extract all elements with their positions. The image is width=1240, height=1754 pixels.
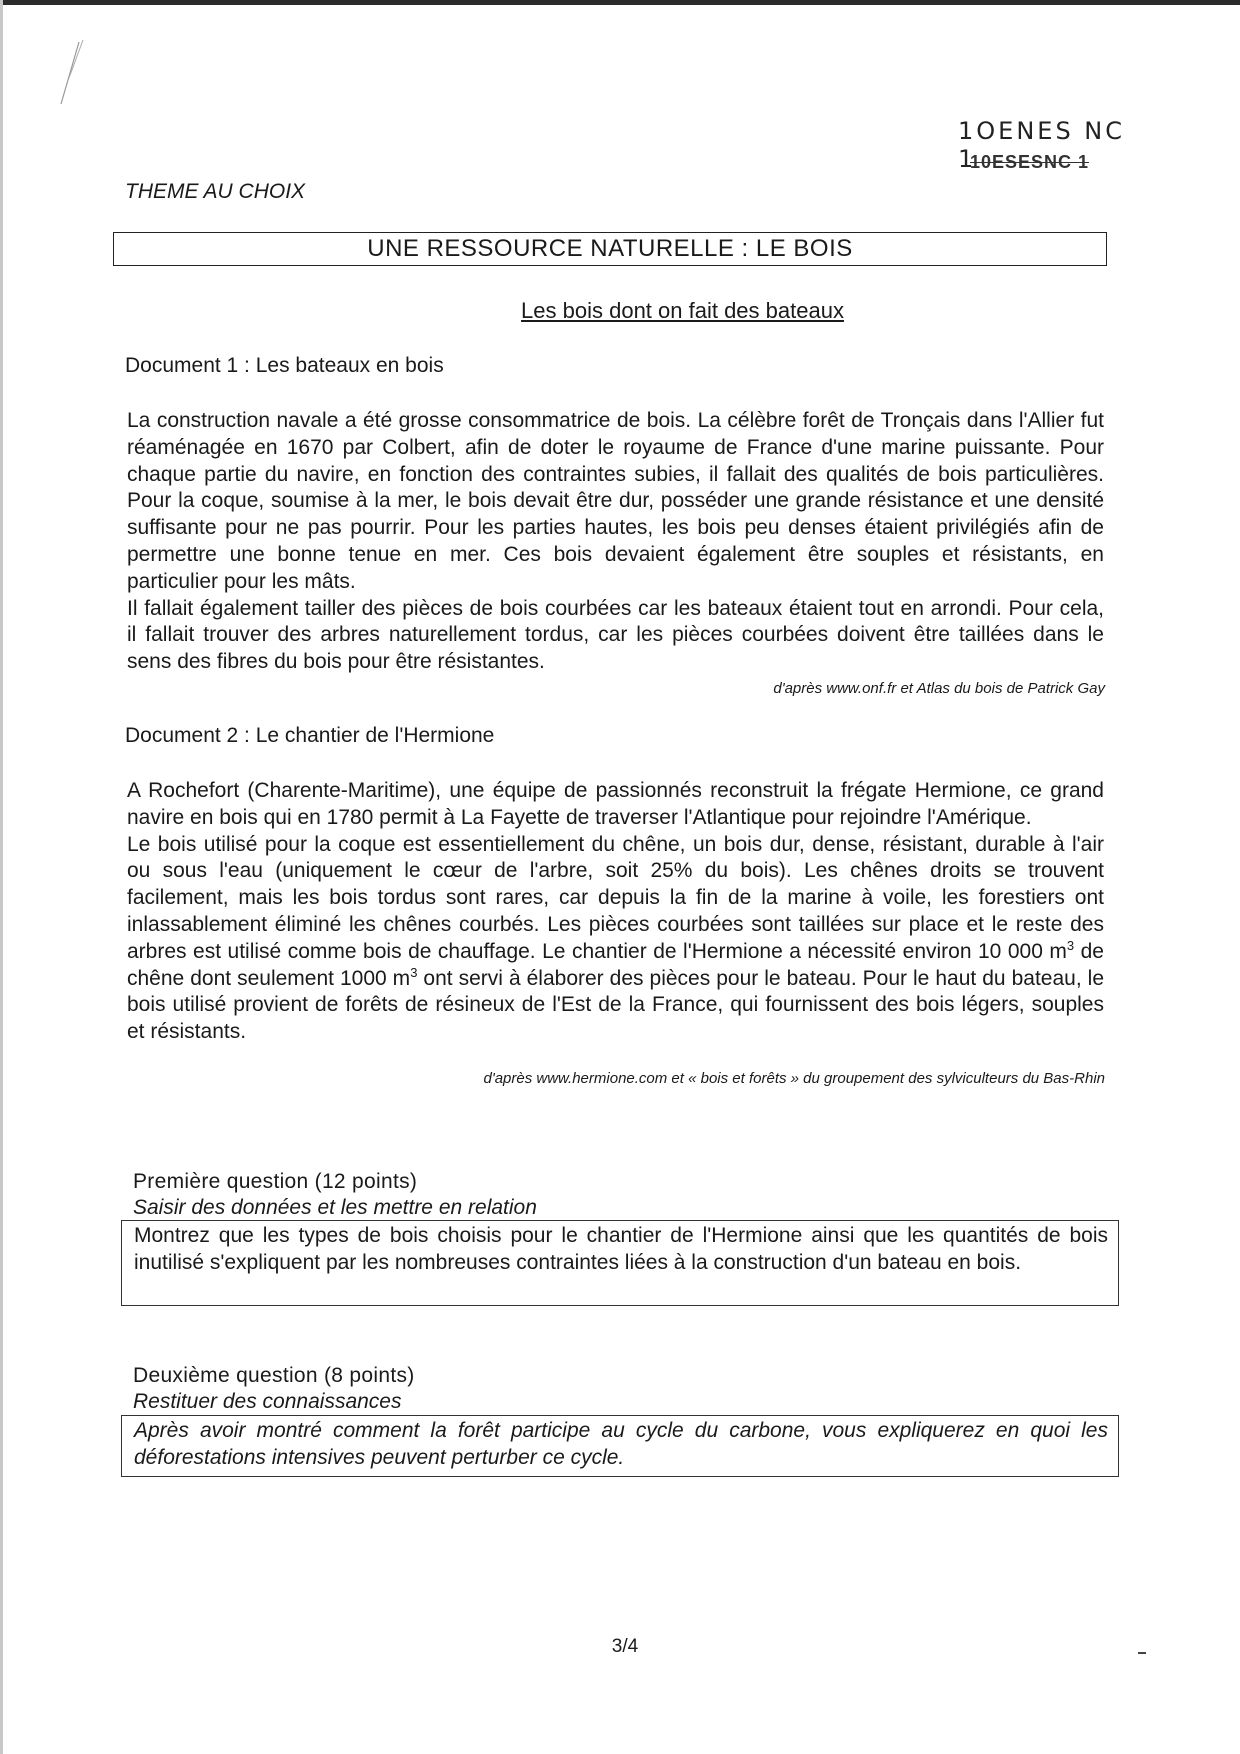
superscript: 3: [410, 964, 418, 980]
question1-subheading: Saisir des données et les mettre en relation: [133, 1196, 537, 1219]
page-title: UNE RESSOURCE NATURELLE : LE BOIS: [367, 235, 853, 262]
question2-heading: Deuxième question (8 points): [133, 1364, 415, 1387]
struck-reference-code: 10ESESNC 1: [970, 152, 1090, 172]
question1-heading: Première question (12 points): [133, 1170, 418, 1193]
scan-left-edge: [0, 0, 3, 1754]
superscript: 3: [1066, 937, 1075, 953]
question1-box: Montrez que les types de bois choisis pour le chantier de l'Hermione ainsi que les quantités de bois inutilisé s'expliquent par les nombreuses contraintes liées à la construction d'un bateau en bois.: [121, 1220, 1119, 1306]
page-number: 3/4: [611, 1636, 639, 1657]
theme-label: THEME AU CHOIX: [125, 180, 306, 203]
document2-paragraph: [127, 832, 1104, 1046]
question2-box: Après avoir montré comment la forêt participe au cycle du carbone, vous expliquerez en quoi les déforestations intensives peuvent perturber ce cycle.: [121, 1415, 1119, 1477]
subtitle: Les bois dont on fait des bateaux: [521, 298, 844, 323]
document2-heading: Document 2 : Le chantier de l'Hermione: [125, 724, 495, 747]
document1-paragraph: La construction navale a été grosse consommatrice de bois. La célèbre forêt de Tronçais dans l'Allier fut réaménagée en 1670 par Colbert, afin de doter le royaume de France d'une marine puissante. Pour chaque partie du navire, en fonction des contraintes subies, il fallait des qualités de bois particulières. Pour la coque, soumise à la mer, le bois devait être dur, posséder une grande résistance et une densité suffisante pour ne pas pourrir. Pour les parties hautes, les bois peu denses étaient privilégiés afin de permettre une bonne tenue en mer. Ces bois devaient également être souples et résistants, en particulier pour les mâts.: [127, 409, 1104, 593]
document1-paragraph: Il fallait également tailler des pièces de bois courbées car les bateaux étaient tout en arrondi. Pour cela, il fallait trouver des arbres naturellement tordus, car les pièces courbées doivent être taillées dans le sens des fibres du bois pour être résistantes.: [127, 596, 1104, 674]
document2-body: [127, 778, 1104, 1046]
handwritten-reference-code: 1OENES NC 1: [958, 117, 1126, 173]
document2-text: de chêne dont seulement 1000 m: [127, 939, 1104, 990]
document1-body: [127, 408, 1104, 676]
question2-subheading: Restituer des connaissances: [133, 1390, 402, 1413]
title-box: [113, 232, 1107, 266]
pencil-mark-icon: [55, 38, 85, 108]
document2-text: ont servi à élaborer des pièces pour le bateau. Pour le haut du bateau, le bois utilisé provient de forêts de résineux de l'Est de la France, qui fournissent des bois légers, souples et résistants.: [127, 966, 1104, 1044]
document1-source: d'après www.onf.fr et Atlas du bois de Patrick Gay: [773, 680, 1105, 697]
dash-mark: [1138, 1652, 1146, 1654]
document1-heading: Document 1 : Les bateaux en bois: [125, 354, 444, 377]
document2-source: d'après www.hermione.com et « bois et forêts » du groupement des sylviculteurs du Bas-Rhin: [483, 1070, 1105, 1087]
document2-paragraph: A Rochefort (Charente-Maritime), une équipe de passionnés reconstruit la frégate Hermione, ce grand navire en bois qui en 1780 permit à La Fayette de traverser l'Atlantique pour rejoindre l'Amérique.: [127, 779, 1104, 829]
scan-top-edge: [0, 0, 1240, 5]
document2-text: Le bois utilisé pour la coque est essentiellement du chêne, un bois dur, dense, résistant, durable à l'air ou sous l'eau (uniquement le cœur de l'arbre, soit 25% du bois). Les chênes droits se trouvent facilement, mais les bois tordus sont rares, car depuis la fin de la marine à voile, les forestiers ont inlassablement éliminé les chênes courbés. Les pièces courbées sont taillées sur place et le reste des arbres est utilisé comme bois de chauffage. Le chantier de l'Hermione a nécessité environ 10 000 m: [127, 832, 1104, 963]
